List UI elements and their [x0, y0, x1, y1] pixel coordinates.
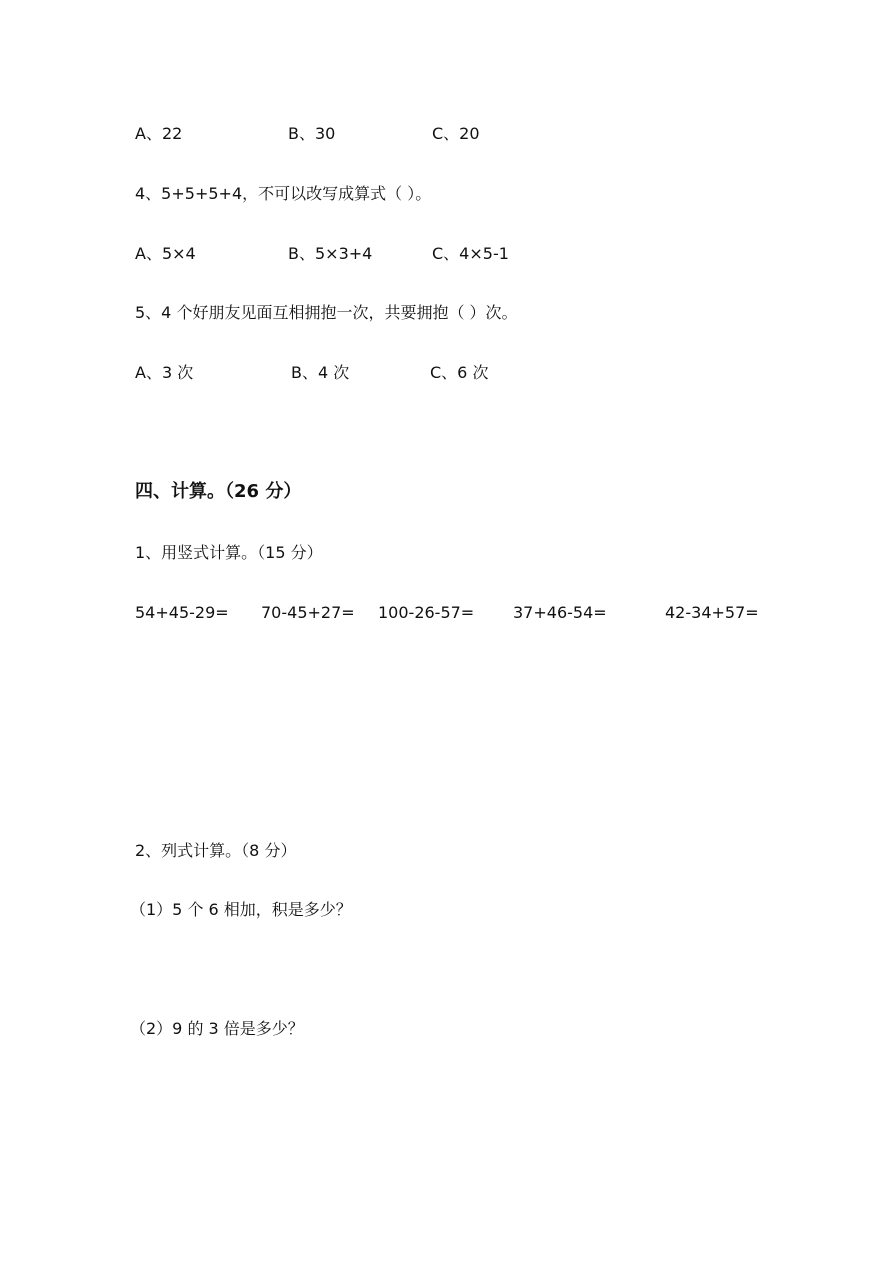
- q5-option-a: A、3 次: [135, 363, 194, 382]
- expression-1: 54+45-29=: [135, 603, 229, 622]
- part-2-item-1: （1）5 个 6 相加，积是多少？: [130, 900, 352, 919]
- expression-4: 37+46-54=: [513, 603, 607, 622]
- section-4-heading: 四、计算。（26 分）: [135, 481, 302, 502]
- q4-option-b: B、5×3+4: [288, 244, 373, 263]
- q4-question: 4、5+5+5+4，不可以改写成算式（ ）。: [135, 184, 432, 203]
- q5-question: 5、4 个好朋友见面互相拥抱一次，共要拥抱（ ）次。: [135, 303, 518, 322]
- q5-option-c: C、6 次: [430, 363, 489, 382]
- part-2-item-2: （2）9 的 3 倍是多少？: [130, 1019, 304, 1038]
- q5-option-b: B、4 次: [291, 363, 350, 382]
- part-1-title: 1、用竖式计算。（15 分）: [135, 543, 323, 562]
- expression-2: 70-45+27=: [261, 603, 355, 622]
- q3-option-b: B、30: [288, 124, 336, 143]
- part-2-title: 2、列式计算。（8 分）: [135, 841, 297, 860]
- q4-option-c: C、4×5-1: [432, 244, 509, 263]
- expression-5: 42-34+57=: [665, 603, 759, 622]
- expression-3: 100-26-57=: [378, 603, 475, 622]
- q3-option-c: C、20: [432, 124, 480, 143]
- q3-option-a: A、22: [135, 124, 183, 143]
- q4-option-a: A、5×4: [135, 244, 196, 263]
